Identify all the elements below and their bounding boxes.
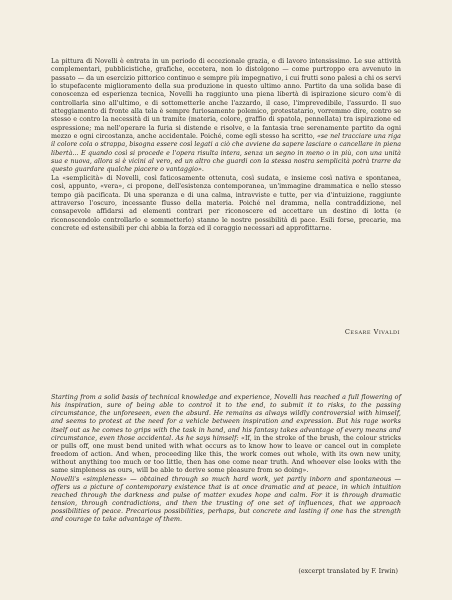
italian-paragraph-2: La «semplicità» di Novelli, così faticosamente ottenuta, così sudata, e insieme così nativa e spontanea, così, appunto, «vera», ci propone, dell'esistenza contemporanea, un'immagine drammatica e nello stesso tempo già pacificata. Di una speranza e di una calma, intravviste e tutte, per via d'intuizione, raggiunte attraverso l'oscuro, incessante flusso della materia. Poiché nel dramma, nella contraddizione, nel consapevole affidarsi ad elementi contrari per riconoscere ed accettare un destino di lotta (e riconoscendolo controllarlo e sommetterlo) stanno le nostre possibilità di pace. Esili forse, precarie, ma concrete ed estensibili per chi abbia la forza ed il coraggio necessari ad approfittarne. (51, 174, 401, 232)
english-paragraph-1-text: Starting from a solid basis of technical knowledge and experience, Novelli has reached a full flowering of his inspiration, sure of being able to control it to the end, to submit it to risks, to the passing circumstance, the unforeseen, even the absurd. He remains as always wildly controversial with himself, and seems to protest at the need for a vehicle between inspiration and expression. But his rage works itself out as he comes to grips with the task in hand, and his fantasy takes advantage of every means and circumstance, even those accidental. As he says himself: (51, 393, 401, 442)
english-paragraph-1 (51, 393, 401, 475)
italian-paragraph-1-text: La pittura di Novelli è entrata in un periodo di eccezionale grazia, e di lavoro intensissimo. Le sue attività complementari, pubblicistiche, grafiche, eccetera, non lo distolgono — come purtroppo era avvenuto in passato — da un esercizio pittorico continuo e sempre più impegnativo, i cui frutti sono palesi a chi os servi lo stupefacente miglioramento della sua produzione in questo ultimo anno. Partito da una solida base di conoscenza ed esperienza tecnica, Novelli ha raggiunto una piena libertà di ispirazione sicuro com'è di controllarla sino all'ultimo, e di sottometterle anche l'azzardo, il caso, l'imprevedibile, l'assurdo. Il suo atteggiamento di fronte alla tela è sempre furiosamente polemico, protestatario, vorremmo dire, contro se stesso e contro la necessità di un tramite (materia, colore, graffio di spatola, pennellata) tra ispirazione ed espressione; ma nell'operare la furia si distende e risolve, e la fantasia trae serenamente partito da ogni mezzo e ogni circostanza, anche accidentale. Poiché, come egli stesso ha scritto, (51, 58, 401, 141)
italian-text (51, 58, 401, 233)
translation-credit: (excerpt translated by F. Irwin) (298, 568, 398, 575)
author-signature: Cesare Vivaldi (344, 328, 400, 336)
english-translation (51, 393, 401, 524)
italian-paragraph-1 (51, 58, 401, 175)
english-paragraph-2: Novelli's «simpleness» — obtained through so much hard work, yet partly inborn and spontaneous — offers us a picture of contemporary existence that is at once dramatic and at peace, in which intuition reached through the darkness and pulse of matter exudes hope and calm. For it is through dramatic tension, through contradictions, and then the trusting of one set of influences, that we approach possibilities of peace. Precarious possibilities, perhaps, but concrete and lasting if one has the strength and courage to take advantage of them. (51, 474, 401, 524)
italian-quote: «se nel tracciare una riga il colore cola o strappa, bisogna essere così legati a ciò che avviene da sapere lasciare o cancellare in piena libertà... E quando così si procede e l'opera risulta intera, senza un segno in meno o in più, con una unità sua e nuova, allora si è vicini al vero, ed un altro che guardi con la stessa nostra semplicità potrà trarre da questo guardare qualche piacere o vantaggio». (51, 133, 401, 174)
english-quote: «If, in the stroke of the brush, the colour stricks or pulls off, one must bend united with what occurs as to know how to leave or cancel out in complete freedom of action. And when, proceeding like this, the work comes out whole, with its own new unity, without anything too much or too little, then has one come near truth. And whoever else looks with the same simpleness as ours, will be able to derive some pleasure from so doing». (51, 433, 401, 475)
